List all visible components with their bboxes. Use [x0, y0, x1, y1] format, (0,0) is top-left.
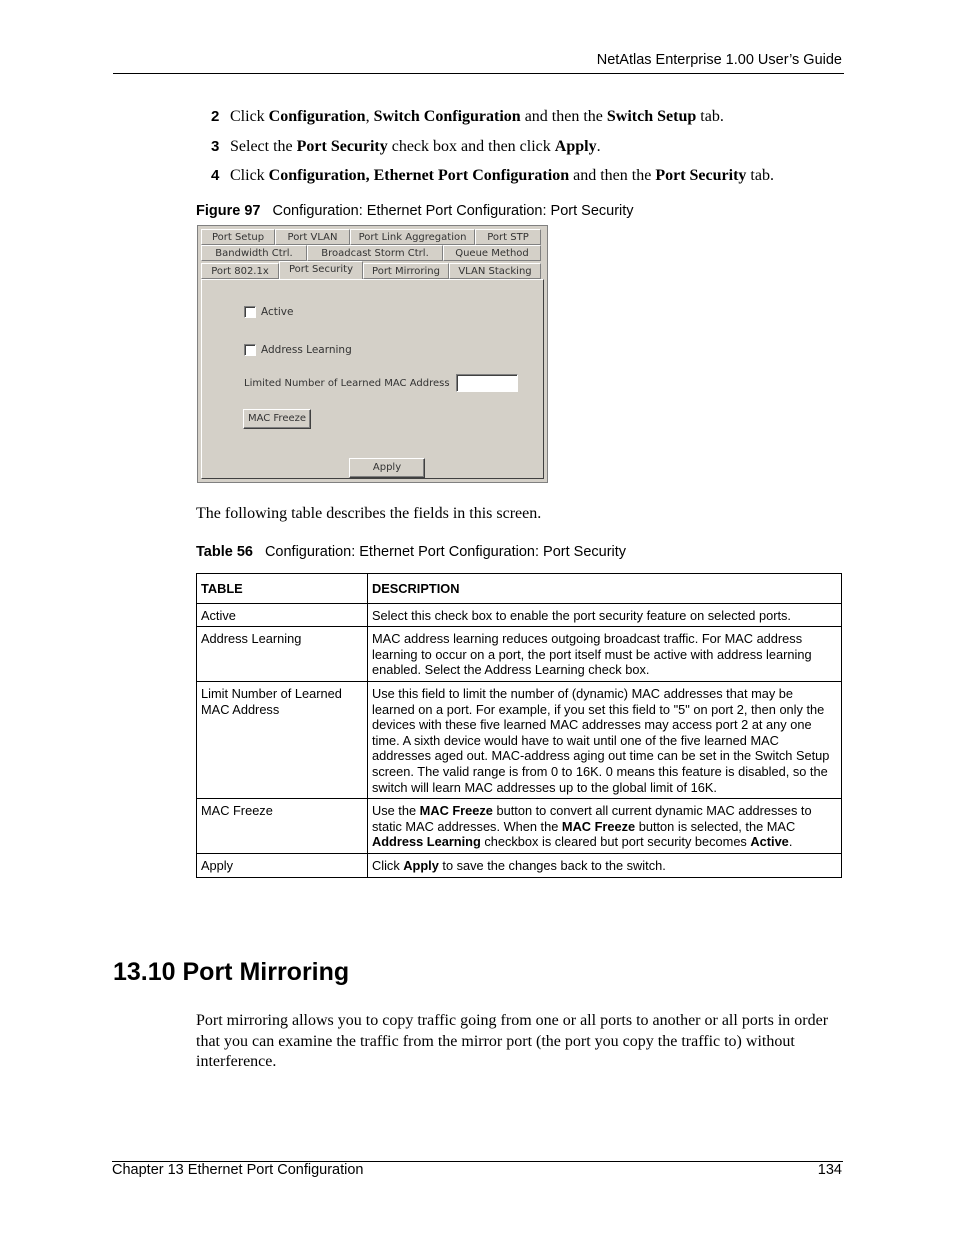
table-cell-description: MAC address learning reduces outgoing broadcast traffic. For MAC address learning to occur on a port, the port itself must be active with address learning enabled. Select the Address Learning check box. [368, 627, 842, 682]
table-cell-label: Limit Number of Learned MAC Address [197, 681, 368, 798]
table-header-description: DESCRIPTION [368, 574, 842, 604]
step-text: Click Configuration, Ethernet Port Configuration and then the Port Security tab. [230, 167, 774, 184]
figure-label: Figure 97 [196, 203, 261, 219]
table-label: Table 56 [196, 544, 253, 560]
step-text: Click Configuration, Switch Configuration and then the Switch Setup tab. [230, 108, 724, 125]
section-heading: 13.10 Port Mirroring [113, 958, 350, 986]
address-learning-checkbox[interactable] [244, 344, 256, 356]
tab-panel [201, 279, 544, 479]
step-item [211, 106, 774, 136]
table-row [197, 681, 842, 798]
table-cell-label: Address Learning [197, 627, 368, 682]
tab-broadcast-storm-ctrl[interactable]: Broadcast Storm Ctrl. [307, 245, 443, 261]
step-number: 4 [211, 167, 220, 184]
step-item [211, 136, 774, 166]
table-cell-description: Use the MAC Freeze button to convert all current dynamic MAC addresses to static MAC addresses. When the MAC Freeze button is selected, the MAC Address Learning checkbox is cleared but port security becomes Active. [368, 799, 842, 854]
active-checkbox[interactable] [244, 306, 256, 318]
table-header-label: TABLE [197, 574, 368, 604]
table-row [197, 799, 842, 854]
port-security-dialog [197, 225, 548, 483]
tab-row-1 [201, 229, 541, 245]
tab-vlan-stacking[interactable]: VLAN Stacking [449, 263, 541, 279]
table-cell-label: Active [197, 603, 368, 627]
mac-freeze-button[interactable]: MAC Freeze [243, 409, 311, 429]
field-description-table [196, 573, 842, 878]
footer-page-number: 134 [817, 1162, 842, 1178]
running-header: NetAtlas Enterprise 1.00 User’s Guide [596, 52, 842, 68]
tab-bandwidth-ctrl[interactable]: Bandwidth Ctrl. [201, 245, 307, 261]
figure-caption-text: Configuration: Ethernet Port Configuration: Port Security [272, 203, 634, 219]
section-body-paragraph: Port mirroring allows you to copy traffic going from one or all ports to another or all ports in order that you can examine the traffic from the mirror port (the port you copy the traffic to) without interference. [196, 1012, 829, 1070]
active-checkbox-row [244, 306, 293, 318]
address-learning-checkbox-row [244, 344, 352, 356]
tab-row-2 [201, 245, 541, 261]
table-cell-label: Apply [197, 853, 368, 877]
table-row [197, 853, 842, 877]
table-caption [196, 544, 626, 560]
step-text: Select the Port Security check box and then click Apply. [230, 137, 601, 155]
tab-port-stp[interactable]: Port STP [475, 229, 541, 245]
tab-row-3 [201, 263, 541, 279]
figure-caption [196, 203, 634, 219]
table-caption-text: Configuration: Ethernet Port Configuration: Port Security [264, 544, 627, 560]
tab-port-802-1x[interactable]: Port 802.1x [201, 263, 279, 279]
header-rule [113, 73, 844, 74]
step-number: 2 [211, 108, 220, 125]
tab-port-setup[interactable]: Port Setup [201, 229, 275, 245]
table-row [197, 627, 842, 682]
address-learning-label: Address Learning [261, 344, 352, 356]
tab-port-link-aggregation[interactable]: Port Link Aggregation [350, 229, 475, 245]
step-number: 3 [211, 137, 220, 155]
table-cell-description: Select this check box to enable the port security feature on selected ports. [368, 603, 842, 627]
table-cell-description: Use this field to limit the number of (dynamic) MAC addresses that may be learned on a port. For example, if you set this field to "5" on port 2, then only the devices with these five learned MAC addresses may access port 2 at any one time. A sixth device would have to wait until one of the five learned MAC addresses aged out. MAC-address aging out time can be set in the Switch Setup screen. The valid range is from 0 to 16K. 0 means this feature is disabled, so the switch will learn MAC addresses up to the global limit of 16K. [368, 681, 842, 798]
table-cell-description: Click Apply to save the changes back to the switch. [368, 853, 842, 877]
step-list [211, 106, 774, 195]
step-item [211, 165, 774, 195]
intro-paragraph: The following table describes the fields in this screen. [196, 505, 542, 522]
footer-chapter: Chapter 13 Ethernet Port Configuration [112, 1162, 364, 1178]
limit-mac-label: Limited Number of Learned MAC Address [244, 378, 450, 389]
tab-port-security[interactable]: Port Security [279, 261, 363, 280]
tab-queue-method[interactable]: Queue Method [443, 245, 541, 261]
table-cell-label: MAC Freeze [197, 799, 368, 854]
active-label: Active [261, 306, 294, 318]
tab-port-mirroring[interactable]: Port Mirroring [363, 263, 449, 279]
table-row [197, 603, 842, 627]
limit-mac-input[interactable] [456, 374, 518, 392]
table-header-row [197, 574, 842, 604]
apply-button[interactable]: Apply [349, 458, 425, 478]
tab-port-vlan[interactable]: Port VLAN [275, 229, 350, 245]
